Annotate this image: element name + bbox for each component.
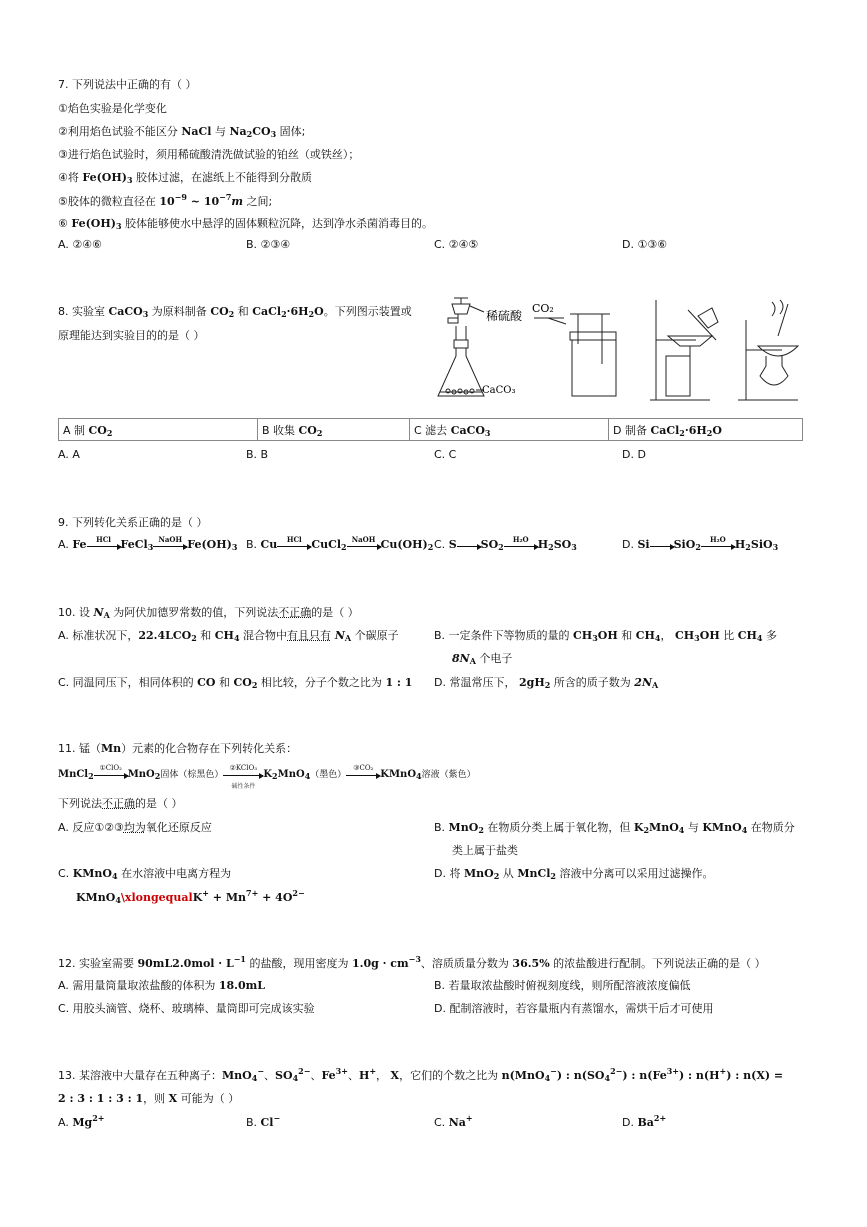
- q11-option-c[interactable]: C. KMnO$_4$ 在水溶液中电离方程为: [58, 867, 232, 881]
- fig-co2-label: CO₂: [532, 302, 554, 315]
- q12-option-c[interactable]: C. 用胶头滴管、烧杯、玻璃棒、量筒即可完成该实验: [58, 1002, 315, 1015]
- q7-statement-6: ⑥ $Fe(OH)_3$ 胶体能够使水中悬浮的固体颗粒沉降，达到净水杀菌消毒目的。: [58, 217, 434, 231]
- q11-question: 下列说法不正确的是（ ）: [58, 797, 183, 810]
- q7-statement-2: ②利用焰色试验不能区分 NaCl 与 $Na_2CO_3$ 固体;: [58, 125, 306, 139]
- q11-stem: 11. 锰（Mn）元素的化合物存在下列转化关系：: [58, 742, 298, 755]
- q9-b-arrow-1: HCl: [277, 544, 311, 547]
- q11-option-d[interactable]: D. 将 MnO$_2$ 从 MnCl$_2$ 溶液中分离可以采用过滤操作。: [434, 867, 714, 881]
- q12-stem: 12. 实验室需要 $90mL2.0mol \cdot L^{-1}$ 的盐酸，现用密度为 $1.0g \cdot cm^{-3}$、溶质质量分数为 36.5% 的浓盐酸进行配制。下列说法正确的是（ ）: [58, 954, 766, 970]
- q8-option-b[interactable]: B. B: [246, 448, 269, 461]
- q10-option-b[interactable]: B. 一定条件下等物质的量的 $CH_3OH$ 和 $CH_4$， $CH_3OH$ 比 $CH_4$ 多: [434, 629, 777, 643]
- q7-statement-5: ⑤胶体的微粒直径在 $10^{-9}$ ~ $10^{-7}m$ 之间;: [58, 192, 273, 208]
- q8-cell-c: C 滤去 CaCO$_3$: [410, 419, 609, 441]
- evaporation-setup: [738, 300, 798, 400]
- q8-option-a[interactable]: A. A: [58, 448, 80, 461]
- q8-option-d[interactable]: D. D: [622, 448, 646, 461]
- q11-option-a[interactable]: A. 反应①②③均为氧化还原反应: [58, 821, 212, 834]
- q9-stem: 9. 下列转化关系正确的是（ ）: [58, 516, 208, 529]
- fig-caco3-label: CaCO₃: [482, 385, 516, 396]
- q11-option-b-cont: 类上属于盐类: [452, 844, 518, 857]
- q8-apparatus-figure: [428, 296, 806, 410]
- q8-stem-line2: 原理能达到实验目的的是（ ）: [58, 329, 205, 342]
- q13-stem-line2: 2 : 3 : 1 : 3 : 1，则 X 可能为（ ）: [58, 1092, 240, 1105]
- q9-a-arrow-2: NaOH: [153, 544, 187, 547]
- q9-d-arrow-1: [650, 544, 674, 547]
- q7-statement-3: ③进行焰色试验时，须用稀硫酸清洗做试验的铂丝（或铁丝）；: [58, 148, 360, 161]
- q7-statement-1: ①焰色实验是化学变化: [58, 102, 167, 115]
- q11-option-c-equation: KMnO$_4$\xlongequalK+ + $Mn^{7+} + 4O^{2-}$: [76, 888, 305, 905]
- q9-b-arrow-2: NaOH: [347, 544, 381, 547]
- q11-arrow-2: ②KClO₃ 碱性条件: [223, 773, 263, 776]
- q9-a-arrow-1: HCl: [87, 544, 121, 547]
- q13-option-d[interactable]: D. $Ba^{2+}$: [622, 1113, 667, 1129]
- q10-option-b-cont: $8N_A$ 个电子: [452, 652, 513, 666]
- flask-apparatus: [438, 298, 484, 396]
- q8-cell-d: D 制备 $CaCl_2\cdot 6H_2O$: [609, 419, 803, 441]
- q7-option-c[interactable]: C. ②④⑤: [434, 238, 479, 251]
- q9-d-arrow-2: H₂O: [701, 544, 735, 547]
- q10-stem: 10. 设 $N_A$ 为阿伏加德罗常数的值，下列说法不正确的是（ ）: [58, 606, 359, 620]
- q13-option-b[interactable]: B. Cl−: [246, 1113, 281, 1129]
- q10-option-d[interactable]: D. 常温常压下， $2gH_2$ 所含的质子数为 $2N_A$: [434, 676, 659, 690]
- gas-bottle: [534, 314, 616, 396]
- q13-stem-line1: 13. 某溶液中大量存在五种离子：MnO$_4$−、$SO_4^{2-}$、$Fe^{3+}$、H+， X，它们的个数之比为 n(MnO$_4$−) : $n(SO_4^{2-})$ : $n(Fe^{3+})$ : n(H+) : n(X) =: [58, 1066, 784, 1083]
- q13-option-a[interactable]: A. $Mg^{2+}$: [58, 1113, 105, 1129]
- q11-arrow-3: ③CO₂: [346, 773, 380, 776]
- q9-c-arrow-2: H₂O: [504, 544, 538, 547]
- q8-stem-line1: 8. 实验室 CaCO$_3$ 为原料制备 $CO_2$ 和 $CaCl_2\cdot 6H_2O$。下列图示装置或: [58, 305, 412, 319]
- q8-apparatus-table: [58, 418, 803, 441]
- q7-option-d[interactable]: D. ①③⑥: [622, 238, 668, 251]
- q13-option-c[interactable]: C. Na+: [434, 1113, 473, 1129]
- q7-stem: 7. 下列说法中正确的有（ ）: [58, 78, 197, 91]
- q12-option-d[interactable]: D. 配制溶液时，若容量瓶内有蒸馏水，需烘干后才可使用: [434, 1002, 714, 1015]
- q9-c-arrow-1: [457, 544, 481, 547]
- q11-option-b[interactable]: B. MnO$_2$ 在物质分类上属于氧化物，但 $K_2MnO_4$ 与 KMnO$_4$ 在物质分: [434, 821, 795, 835]
- q7-option-b[interactable]: B. ②③④: [246, 238, 291, 251]
- q9-option-c[interactable]: C. S $SO_2$ H₂O $H_2SO_3$: [434, 534, 577, 552]
- q9-option-b[interactable]: B. Cu HCl CuCl$_2$ NaOH $Cu(OH)_2$: [246, 534, 434, 552]
- q9-option-a[interactable]: A. Fe HCl FeCl$_3$ NaOH $Fe(OH)_3$: [58, 534, 238, 552]
- q11-arrow-1: ①ClO₂: [94, 773, 128, 776]
- q12-option-a[interactable]: A. 需用量筒量取浓盐酸的体积为 18.0mL: [58, 979, 265, 992]
- q8-option-c[interactable]: C. C: [434, 448, 457, 461]
- fig-acid-label: 稀硫酸: [486, 309, 523, 323]
- q8-cell-b: B 收集 $CO_2$: [258, 419, 410, 441]
- q7-option-a[interactable]: A. ②④⑥: [58, 238, 102, 251]
- q9-option-d[interactable]: D. Si SiO$_2$ H₂O $H_2SiO_3$: [622, 534, 779, 552]
- q11-conversion-chain: MnCl$_2$ ①ClO₂ MnO$_2$固体（棕黑色） ②KClO₃ 碱性条件 $K_2MnO_4$（墨色） ③CO₂ KMnO$_4$溶液（紫色）: [58, 763, 476, 790]
- q10-option-a[interactable]: A. 标准状况下，$22.4LCO_2$ 和 $CH_4$ 混合物中有且只有 $N_A$ 个碳原子: [58, 629, 399, 643]
- filter-setup: [650, 300, 718, 400]
- q10-option-c[interactable]: C. 同温同压下，相同体积的 CO 和 $CO_2$ 相比较，分子个数之比为 1 : 1: [58, 676, 413, 690]
- q12-option-b[interactable]: B. 若量取浓盐酸时俯视刻度线，则所配溶液浓度偏低: [434, 979, 691, 992]
- q8-cell-a: A 制 $CO_2$: [59, 419, 258, 441]
- q7-statement-4: ④将 $Fe(OH)_3$ 胶体过滤，在滤纸上不能得到分散质: [58, 171, 313, 185]
